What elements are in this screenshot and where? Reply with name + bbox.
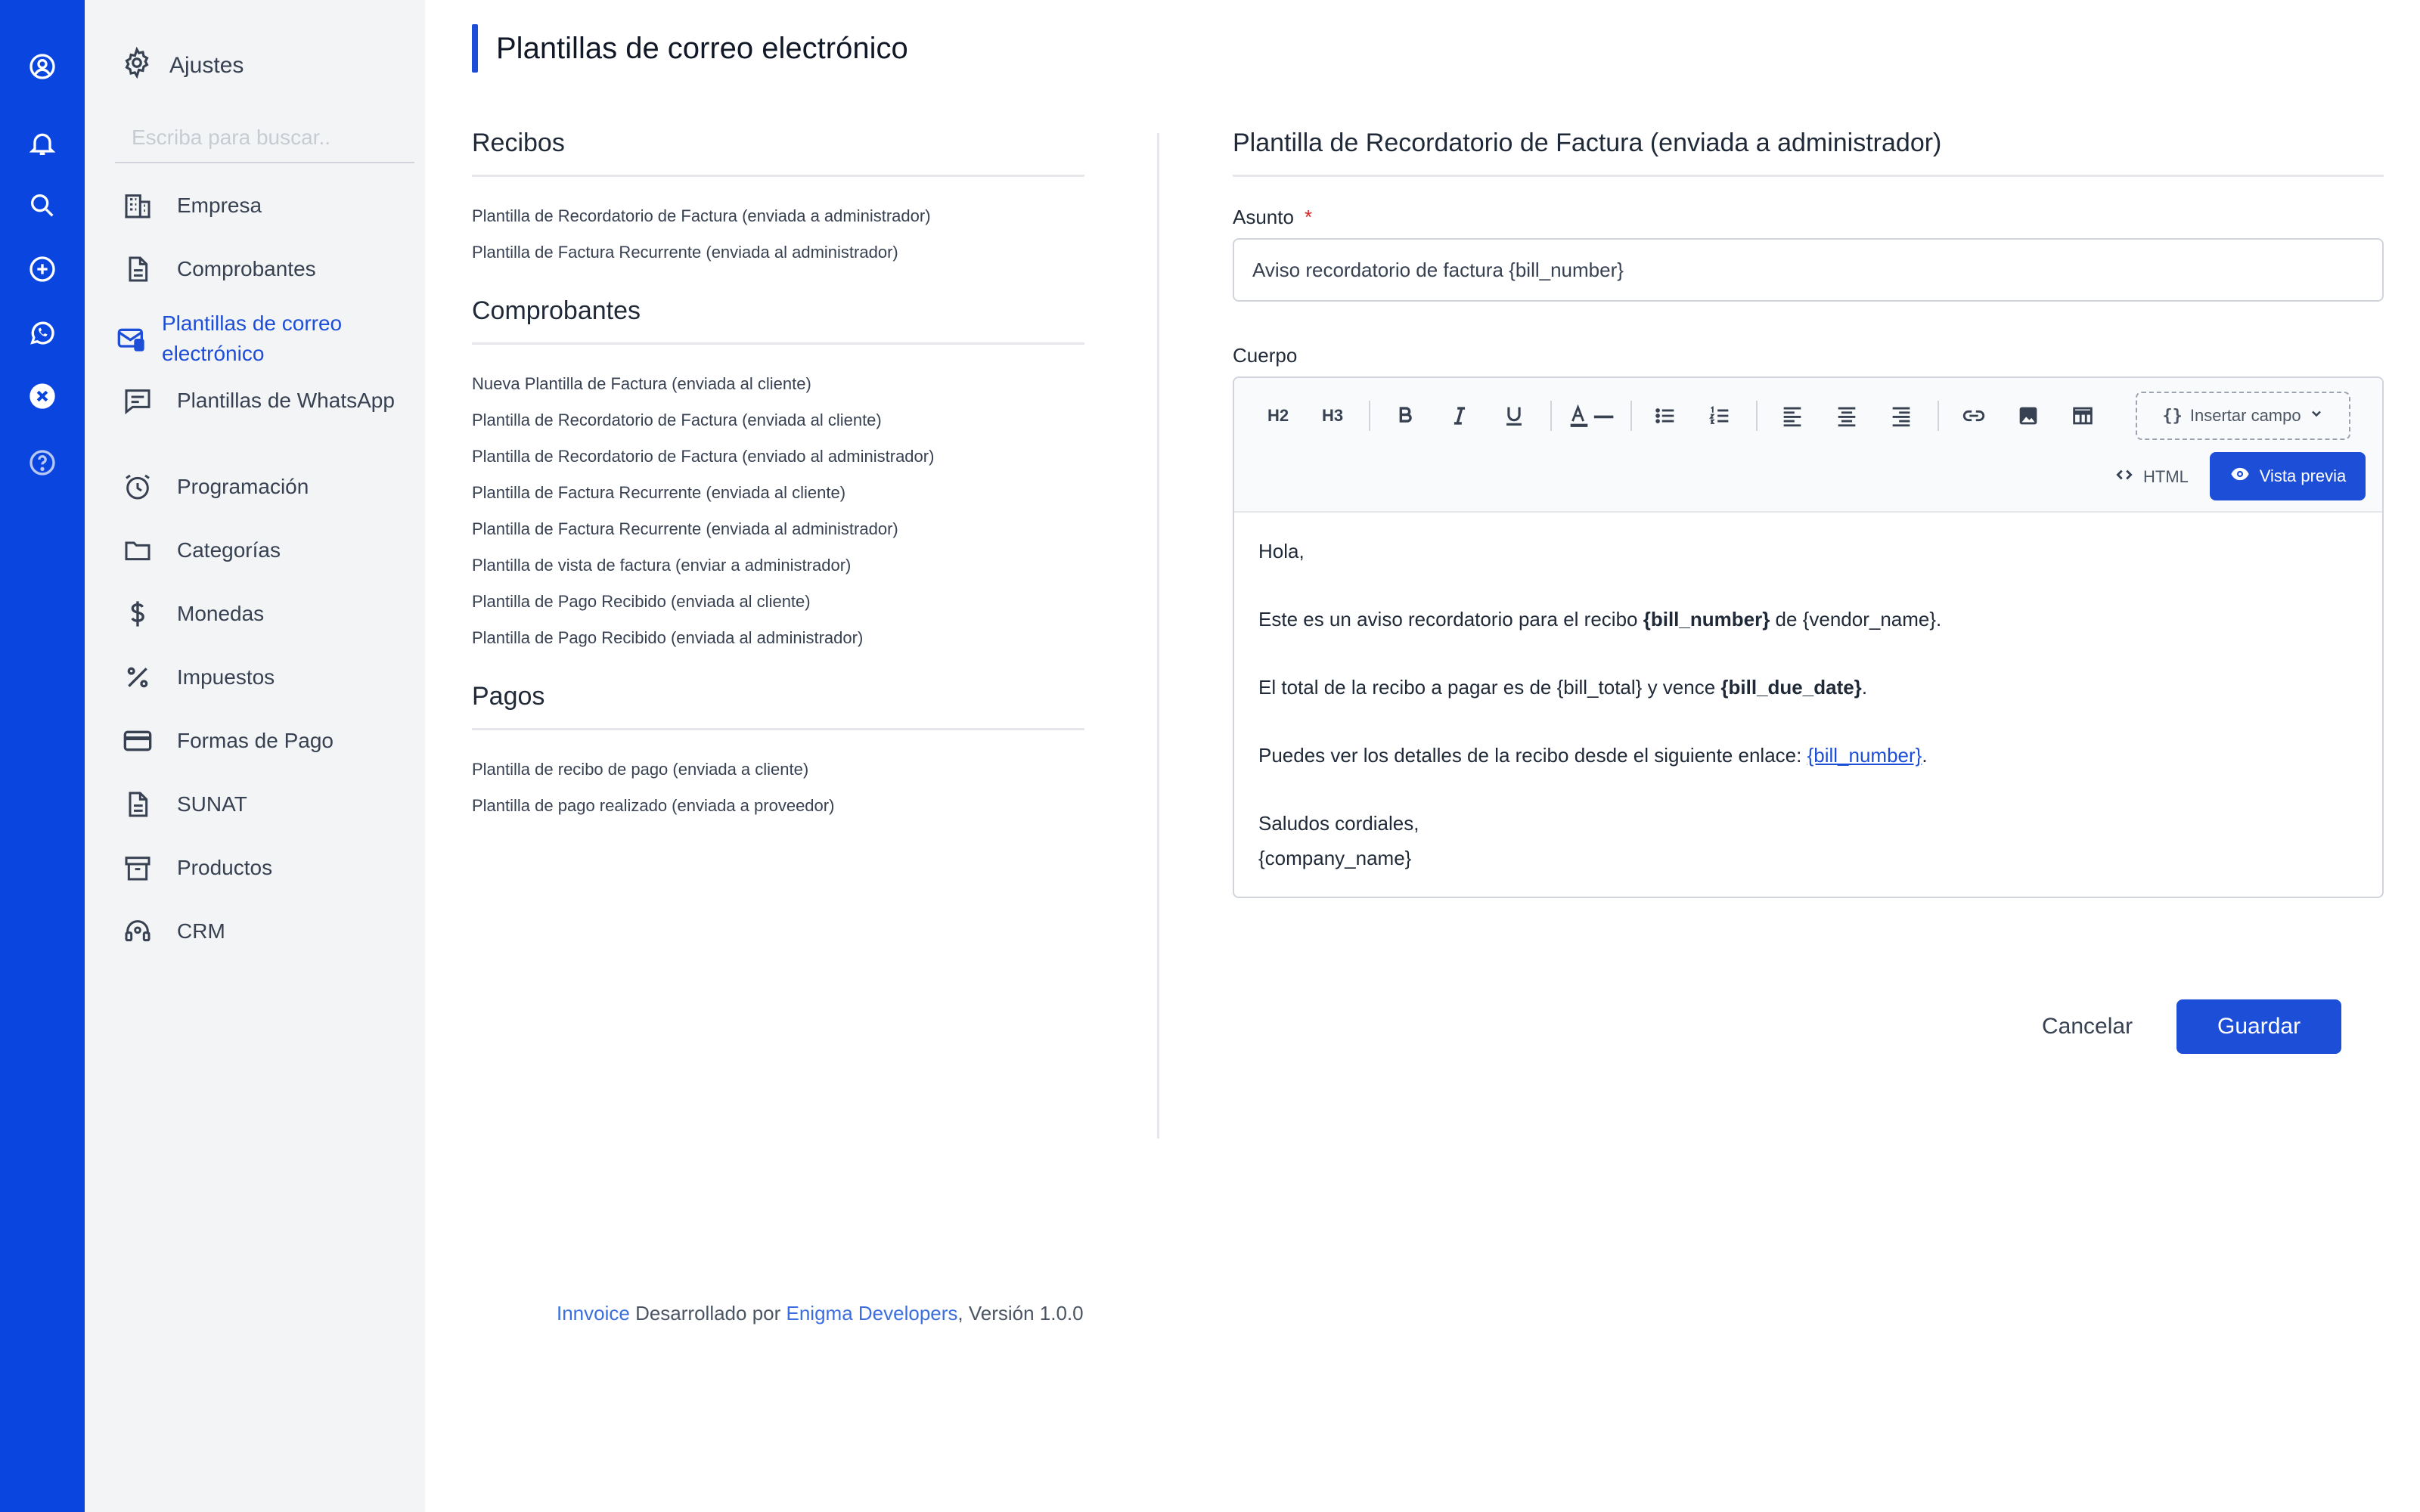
- mail-icon: [115, 322, 148, 355]
- add-circle-icon[interactable]: [24, 251, 60, 287]
- bold-button[interactable]: [1382, 393, 1428, 438]
- section-spacer: [472, 656, 1084, 682]
- sidebar-item-plantillas-whatsapp[interactable]: [121, 384, 408, 417]
- sidebar-item-label: Empresa: [177, 194, 262, 217]
- page-title: Plantillas de correo electrónico: [496, 31, 908, 65]
- underline-icon: [1501, 403, 1527, 429]
- toolbar-separator: [1550, 401, 1552, 431]
- column-divider: [1157, 133, 1159, 1139]
- align-left-button[interactable]: [1770, 393, 1815, 438]
- align-right-button[interactable]: [1879, 393, 1924, 438]
- table-button[interactable]: [2060, 393, 2105, 438]
- body-paragraph-2: El total de la recibo a pagar es de {bill_total} y vence {bill_due_date}.: [1258, 676, 1868, 699]
- subject-input[interactable]: [1233, 238, 2384, 302]
- template-link[interactable]: Plantilla de Recordatorio de Factura (enviada al cliente): [472, 411, 882, 429]
- headset-icon: [121, 915, 154, 948]
- settings-sidebar: [85, 0, 425, 1512]
- braces-icon: {}: [2162, 406, 2183, 426]
- sidebar-item-label: Categorías: [177, 538, 281, 562]
- italic-button[interactable]: [1437, 393, 1482, 438]
- section-title-pagos: Pagos: [472, 682, 1084, 730]
- settings-title: [121, 47, 244, 85]
- heading-3-button[interactable]: H3: [1321, 406, 1344, 425]
- body-paragraph-1: Este es un aviso recordatorio para el recibo {bill_number} de {vendor_name}.: [1258, 608, 1942, 631]
- sidebar-item-programacion[interactable]: [121, 470, 408, 503]
- heading-2-button[interactable]: H2: [1267, 406, 1289, 425]
- sidebar-item-productos[interactable]: [121, 851, 408, 885]
- sidebar-item-empresa[interactable]: [121, 189, 408, 222]
- sidebar-item-label: Plantillas de WhatsApp: [177, 389, 395, 412]
- underline-button[interactable]: [1491, 393, 1537, 438]
- section-title-comprobantes: Comprobantes: [472, 296, 1084, 345]
- gear-icon: [121, 47, 153, 85]
- toolbar-separator: [1938, 401, 1939, 431]
- bill-number-variable: {bill_number}: [1643, 608, 1770, 631]
- page-title-accent: [472, 24, 478, 73]
- align-right-icon: [1888, 403, 1914, 429]
- footer: [557, 1302, 1084, 1325]
- footer-text: Desarrollado por: [629, 1302, 786, 1325]
- subject-label: [1233, 206, 2384, 229]
- bullet-list-button[interactable]: [1643, 393, 1688, 438]
- align-left-icon: [1779, 403, 1805, 429]
- template-link[interactable]: Plantilla de vista de factura (enviar a administrador): [472, 556, 852, 575]
- settings-search-input[interactable]: [115, 113, 414, 163]
- ordered-list-button[interactable]: [1697, 393, 1742, 438]
- required-mark: *: [1304, 206, 1313, 228]
- credit-card-icon: [121, 724, 154, 758]
- sidebar-item-label: Comprobantes: [177, 257, 316, 280]
- text-color-button[interactable]: [1558, 393, 1626, 438]
- page-header: [472, 24, 908, 73]
- sidebar-item-formas-pago[interactable]: [121, 724, 408, 758]
- bold-icon: [1392, 403, 1418, 429]
- percent-icon: [121, 661, 154, 694]
- folder-icon: [121, 534, 154, 567]
- template-link[interactable]: Plantilla de Factura Recurrente (enviada al cliente): [472, 483, 846, 502]
- eye-icon: [2229, 463, 2251, 489]
- alarm-clock-icon: [121, 470, 154, 503]
- text-color-icon: [1566, 403, 1618, 429]
- sidebar-item-categorias[interactable]: [121, 534, 408, 567]
- sidebar-item-crm[interactable]: [121, 915, 408, 948]
- toolbar-separator: [1630, 401, 1632, 431]
- archive-icon: [121, 851, 154, 885]
- insert-field-label: Insertar campo: [2189, 406, 2301, 425]
- html-source-button[interactable]: [2114, 454, 2189, 500]
- dollar-icon: [121, 597, 154, 631]
- cancel-button[interactable]: Cancelar: [2042, 1014, 2133, 1039]
- body-content[interactable]: [1234, 513, 2382, 897]
- template-list: [472, 129, 1084, 824]
- template-link[interactable]: Plantilla de Recordatorio de Factura (enviado al administrador): [472, 447, 935, 466]
- editor-title: Plantilla de Recordatorio de Factura (enviada a administrador): [1233, 129, 2384, 177]
- message-icon: [121, 384, 154, 417]
- template-link[interactable]: Plantilla de Factura Recurrente (enviada al administrador): [472, 243, 898, 262]
- code-icon: [2114, 465, 2134, 489]
- sidebar-item-label: Plantillas de correo electrónico: [162, 311, 343, 365]
- template-link[interactable]: Plantilla de Recordatorio de Factura (enviada a administrador): [472, 206, 931, 225]
- settings-title-label: Ajustes: [169, 53, 244, 78]
- body-closing: Saludos cordiales, {company_name}: [1258, 812, 1419, 869]
- close-circle-icon[interactable]: [24, 378, 60, 414]
- form-actions: [2042, 999, 2341, 1054]
- section-title-recibos: Recibos: [472, 129, 1084, 177]
- sidebar-item-label: Formas de Pago: [177, 729, 334, 752]
- body-signature: {company_name}: [1258, 847, 1412, 869]
- save-button[interactable]: Guardar: [2176, 999, 2341, 1054]
- section-spacer: [472, 271, 1084, 296]
- chevron-down-icon: [2309, 406, 2324, 426]
- template-link[interactable]: Plantilla de Factura Recurrente (enviada al administrador): [472, 519, 898, 538]
- footer-version: , Versión 1.0.0: [957, 1302, 1084, 1325]
- sidebar-item-impuestos[interactable]: [121, 661, 408, 694]
- sidebar-item-label: Productos: [177, 856, 273, 879]
- body-greeting: Hola,: [1258, 540, 1305, 562]
- sidebar-item-plantillas-correo[interactable]: [115, 308, 402, 369]
- help-icon[interactable]: [24, 445, 60, 481]
- search-icon[interactable]: [24, 187, 60, 224]
- italic-icon: [1447, 403, 1472, 429]
- user-profile-icon[interactable]: [24, 48, 60, 85]
- insert-field-dropdown[interactable]: [2136, 392, 2350, 440]
- html-button-label: HTML: [2143, 467, 2189, 486]
- ordered-list-icon: [1707, 403, 1733, 429]
- document-icon: [121, 788, 154, 821]
- developer-link[interactable]: Enigma Developers: [786, 1302, 958, 1325]
- template-link[interactable]: Plantilla de Pago Recibido (enviada al administrador): [472, 628, 864, 647]
- sidebar-item-monedas[interactable]: [121, 597, 408, 631]
- template-editor: [1233, 129, 2384, 898]
- image-icon: [2015, 403, 2041, 429]
- template-link[interactable]: Plantilla de Pago Recibido (enviada al cliente): [472, 592, 811, 611]
- preview-button[interactable]: [2210, 452, 2366, 500]
- app-name-link[interactable]: Innvoice: [557, 1302, 630, 1325]
- template-link[interactable]: Plantilla de recibo de pago (enviada a cliente): [472, 760, 809, 779]
- sidebar-item-label: CRM: [177, 919, 225, 943]
- bill-number-link[interactable]: {bill_number}: [1807, 744, 1922, 767]
- bullet-list-icon: [1652, 403, 1678, 429]
- template-link[interactable]: Nueva Plantilla de Factura (enviada al cliente): [472, 374, 811, 393]
- sidebar-item-comprobantes[interactable]: [121, 253, 408, 286]
- preview-button-label: Vista previa: [2259, 466, 2347, 485]
- sidebar-item-label: Impuestos: [177, 665, 275, 689]
- building-icon: [121, 189, 154, 222]
- bell-icon[interactable]: [24, 125, 60, 162]
- align-center-icon: [1834, 403, 1860, 429]
- toolbar-separator: [1369, 401, 1370, 431]
- sidebar-item-sunat[interactable]: [121, 788, 408, 821]
- icon-rail: [0, 0, 85, 1512]
- whatsapp-icon[interactable]: [24, 314, 60, 351]
- align-center-button[interactable]: [1824, 393, 1869, 438]
- link-icon: [1961, 403, 1987, 429]
- table-icon: [2070, 403, 2096, 429]
- body-label: Cuerpo: [1233, 344, 1298, 367]
- subject-label-text: Asunto: [1233, 206, 1294, 228]
- document-icon: [121, 253, 154, 286]
- sidebar-item-label: SUNAT: [177, 792, 247, 816]
- toolbar-separator: [1756, 401, 1758, 431]
- editor-toolbar: [1234, 378, 2382, 513]
- sidebar-item-label: Monedas: [177, 602, 265, 625]
- body-editor: [1233, 376, 2384, 898]
- image-button[interactable]: [2006, 393, 2051, 438]
- link-button[interactable]: [1951, 393, 1996, 438]
- template-link[interactable]: Plantilla de pago realizado (enviada a proveedor): [472, 796, 835, 815]
- sidebar-item-label: Programación: [177, 475, 309, 498]
- due-date-variable: {bill_due_date}: [1720, 676, 1862, 699]
- body-paragraph-3: Puedes ver los detalles de la recibo desde el siguiente enlace: {bill_number}.: [1258, 744, 1928, 767]
